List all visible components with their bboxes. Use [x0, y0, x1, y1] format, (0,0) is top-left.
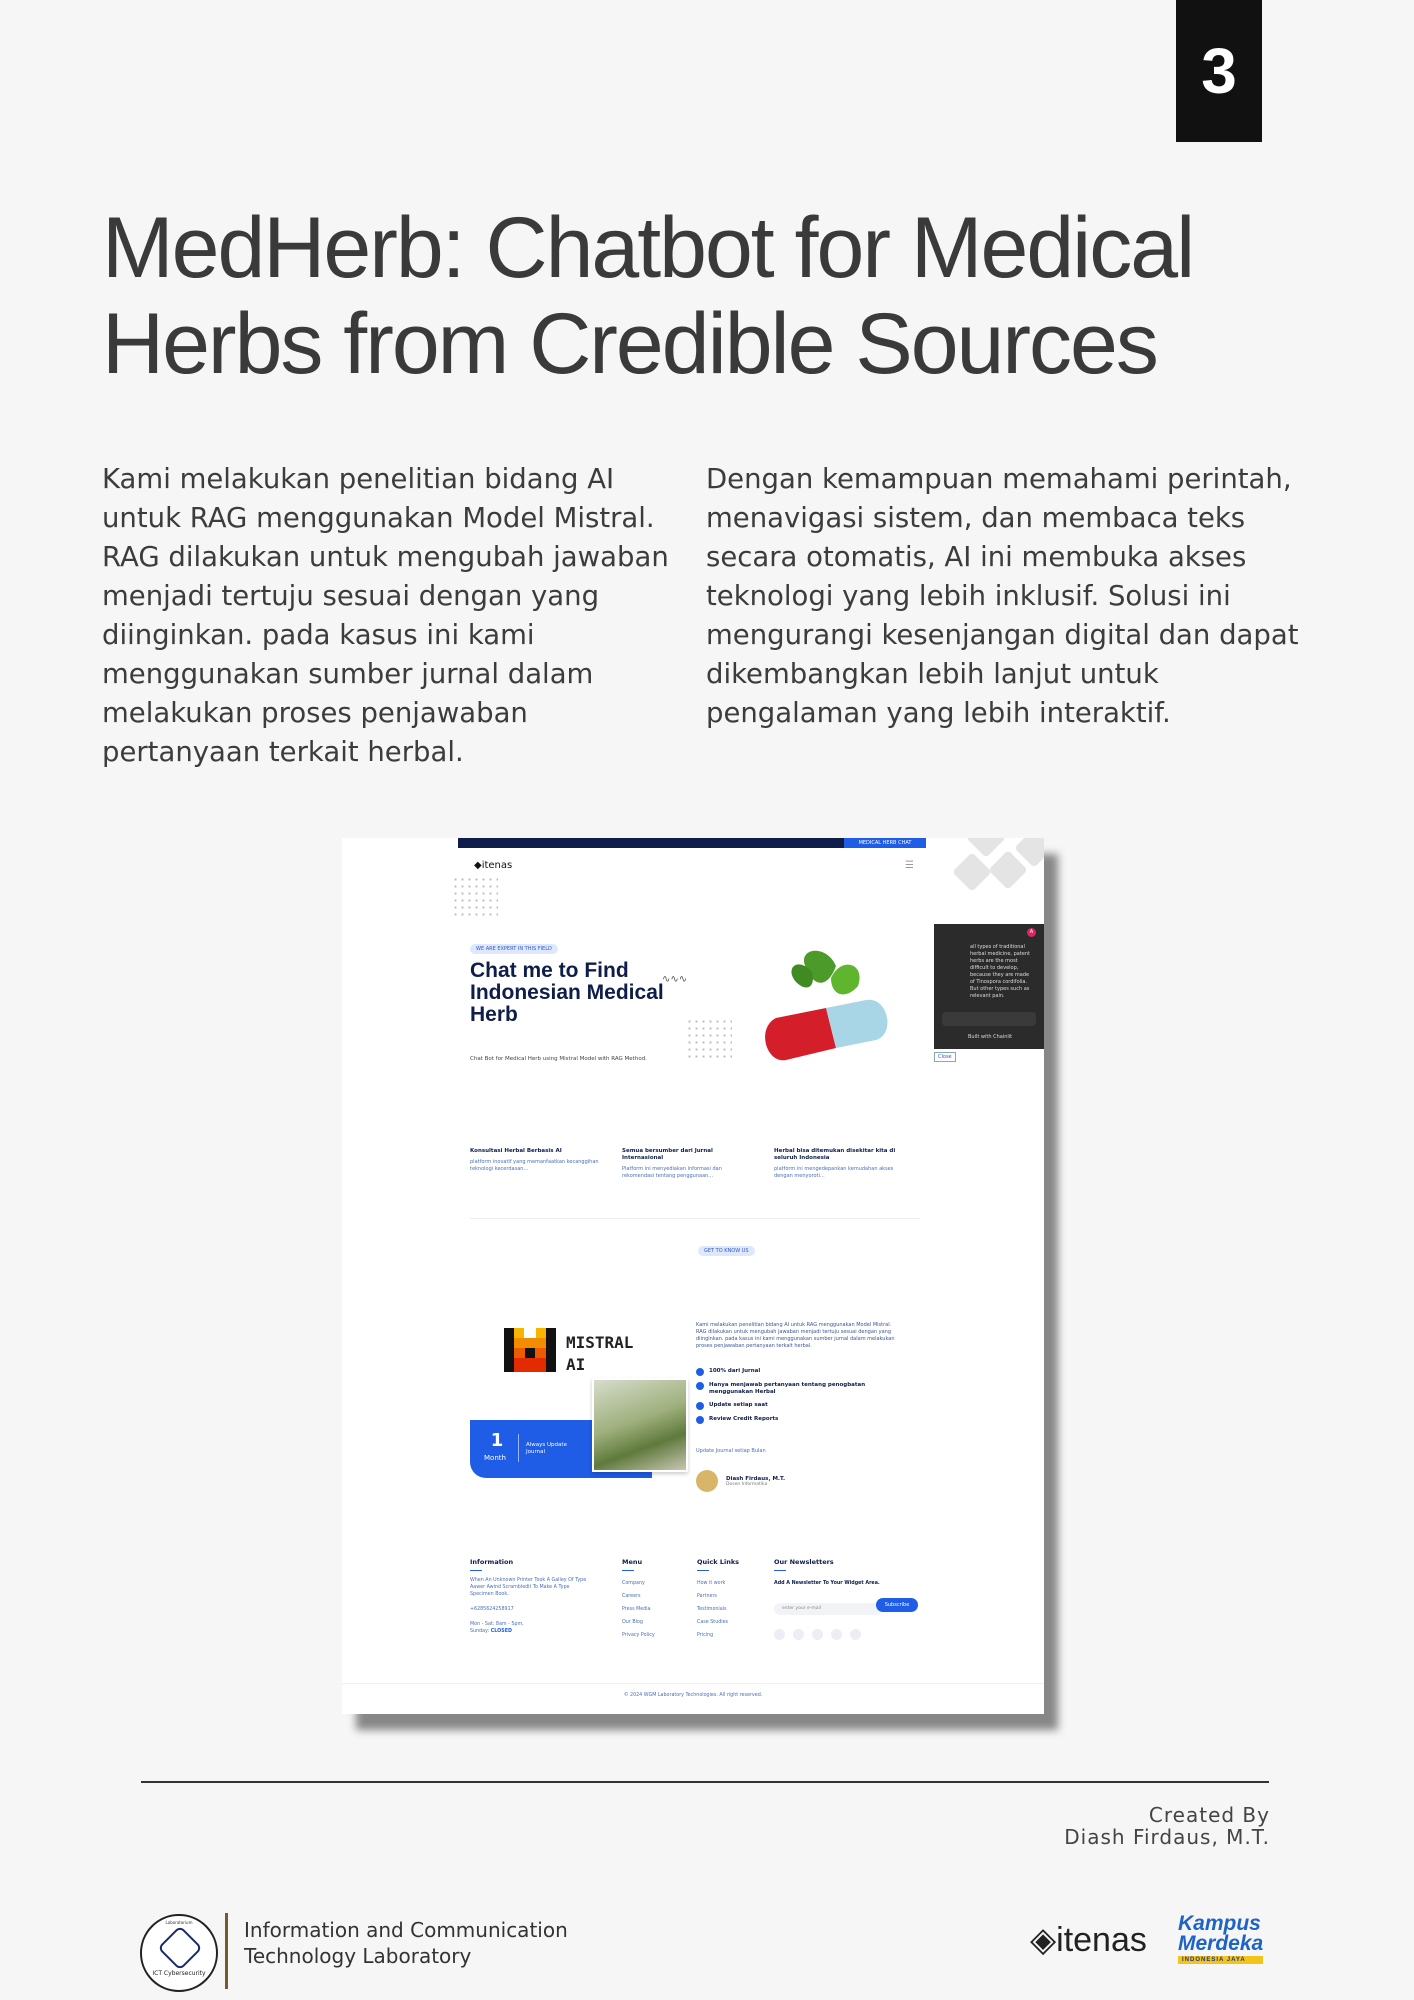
card-number: 1: [490, 1430, 504, 1451]
check-label: Update setiap saat: [709, 1402, 768, 1408]
check-item: [696, 1382, 916, 1396]
hero-subtitle: Chat Bot for Medical Herb using Mistral Model with RAG Method.: [470, 1056, 647, 1062]
decorative-shapes: [932, 838, 1044, 928]
social-icon[interactable]: [793, 1629, 804, 1640]
about-text: Kami melakukan penelitian bidang AI untuk RAG menggunakan Model Mistral. RAG dilakukan untuk mengubah jawaban menjadi tertuju sesuai dengan yang diinginkan. pada kasus ini kami menggunakan sumber jurnal dalam melakukan proses penjawaban pertanyaan terkait herbal.: [696, 1322, 895, 1349]
card-unit: Month: [484, 1454, 506, 1462]
lab-logo-top: Laboratorium: [165, 1920, 193, 1925]
footer-info-body: When An Unknown Printer Took A Galley Of Type Aawer Awind Scrambledit To Make A Type Specimen Book.: [470, 1578, 587, 1597]
author-avatar: [696, 1470, 718, 1492]
lab-logo-emblem: [157, 1925, 202, 1970]
update-note: Update Journal setiap Bulan: [696, 1448, 766, 1454]
lab-name-line2: Technology Laboratory: [244, 1944, 472, 1968]
footer-link[interactable]: Our Blog: [622, 1620, 643, 1625]
subscribe-button[interactable]: Subscribe: [876, 1598, 918, 1612]
footer-closed: CLOSED: [490, 1629, 512, 1634]
hero-title: Chat me to Find Indonesian Medical Herb: [470, 959, 664, 1026]
logo-divider: [225, 1913, 228, 1989]
kampus-merdeka-logo: [1178, 1914, 1263, 1964]
author-block: [696, 1470, 785, 1492]
close-button[interactable]: Close: [934, 1052, 956, 1062]
check-icon: [696, 1416, 704, 1424]
lab-logo-text: ICT Cybersecurity: [152, 1970, 206, 1977]
credit: [1064, 1804, 1270, 1848]
footer-heading: Quick Links: [697, 1558, 740, 1566]
newsletter-form: [774, 1594, 918, 1615]
feature-desc: platform ini mengedepankan kemudahan akses dengan menyoroti...: [774, 1166, 894, 1179]
herb-capsule-illustration: [736, 948, 896, 1068]
social-icon[interactable]: [812, 1629, 823, 1640]
user-avatar: A: [1027, 928, 1036, 937]
created-by-name: Diash Firdaus, M.T.: [1064, 1825, 1270, 1849]
footer-underline: [622, 1570, 634, 1571]
herb-plant-image: [592, 1378, 688, 1472]
feature-title: Konsultasi Herbal Berbasis AI: [470, 1148, 562, 1154]
lab-name-line1: Information and Communication: [244, 1918, 568, 1942]
feature-item: [470, 1148, 600, 1173]
author-name: Diash Firdaus, M.T.: [726, 1475, 786, 1482]
footer-newsletter: [774, 1558, 918, 1644]
website-screenshot: [342, 838, 1044, 1714]
dot-pattern: [452, 876, 498, 916]
kampus-sub: INDONESIA JAYA: [1178, 1956, 1263, 1964]
card-text: Always Update Journal: [526, 1442, 567, 1455]
check-icon: [696, 1368, 704, 1376]
copyright: © 2024 WGM Laboratory Technologies. All right reserved.: [623, 1693, 763, 1698]
footer-heading: Information: [470, 1558, 514, 1566]
check-icon: [696, 1402, 704, 1410]
divider: [470, 1218, 920, 1219]
menu-icon: ☰: [905, 860, 914, 871]
footer-heading: Menu: [622, 1558, 643, 1566]
check-item: [696, 1402, 916, 1410]
kampus-line2: Merdeka: [1178, 1932, 1264, 1955]
feature-title: Semua bersumber dari Jurnal Internasional: [622, 1148, 713, 1161]
feature-title: Herbal bisa ditemukan disekitar kita di seluruh Indonesia: [774, 1148, 896, 1161]
newsletter-email-input[interactable]: enter your e-mail: [774, 1603, 882, 1615]
social-links: [774, 1625, 918, 1644]
social-icon[interactable]: [831, 1629, 842, 1640]
footer-underline: [470, 1570, 482, 1571]
get-to-know-badge: GET TO KNOW US: [698, 1246, 755, 1256]
check-item: [696, 1368, 916, 1376]
topbar-cta-button: MEDICAL HERB CHAT: [844, 838, 926, 848]
bottom-rule: [141, 1781, 1269, 1783]
lab-name: [244, 1917, 568, 1969]
chat-input[interactable]: [942, 1012, 1036, 1026]
footer-link[interactable]: Privacy Policy: [622, 1633, 655, 1638]
wave-icon: ∿∿∿: [662, 974, 688, 985]
paragraph-right: Dengan kemampuan memahami perintah, menavigasi sistem, dan membaca teks secara otomatis, AI ini membuka akses teknologi yang lebih inklusif. Solusi ini mengurangi kesenjangan digital dan dapat dikembangkan lebih lanjut untuk pengalaman yang lebih interaktif.: [706, 463, 1299, 729]
feature-desc: Platform ini menyediakan informasi dan rekomendasi tentang penggunaan...: [622, 1166, 722, 1179]
footer-link[interactable]: Case Studies: [697, 1620, 729, 1625]
chat-footer: Built with Chainlit: [968, 1034, 1013, 1040]
itenas-logo: ◈itenas: [1030, 1921, 1147, 1959]
chat-message: all types of traditional herbal medicine, patent herbs are the most difficult to develop, because they are made of Tinospora cordifolia. But other types such as relevant pain.: [970, 944, 1030, 999]
footer-link[interactable]: Pricing: [697, 1633, 714, 1638]
feature-desc: platform inovatif yang memanfaatkan kecanggihan teknologi kecerdasan...: [470, 1159, 599, 1172]
feature-item: [622, 1148, 752, 1180]
mistral-wordmark: MISTRAL AI: [566, 1333, 634, 1374]
hero-badge: WE ARE EXPERT IN THIS FIELD: [470, 944, 558, 954]
footer-information: [470, 1558, 590, 1635]
check-label: Review Credit Reports: [709, 1416, 779, 1422]
social-icon[interactable]: [850, 1629, 861, 1640]
footer-divider: [342, 1683, 1044, 1684]
feature-item: [774, 1148, 904, 1180]
site-logo: ◆itenas: [474, 860, 513, 871]
check-label: Hanya menjawab pertanyaan tentang penogbatan menggunakan Herbal: [709, 1382, 866, 1395]
social-icon[interactable]: [774, 1629, 785, 1640]
footer-underline: [697, 1570, 709, 1571]
dot-pattern: [686, 1018, 732, 1058]
footer-hours: Mon - Sat: 8am - 5pm,: [470, 1622, 524, 1627]
footer-link[interactable]: Press Media: [622, 1607, 651, 1612]
footer-phone: +6285624258917: [470, 1607, 514, 1612]
check-item: [696, 1416, 916, 1424]
footer-menu: [622, 1558, 655, 1642]
mistral-logo-icon: [504, 1328, 556, 1372]
lab-logo: [140, 1914, 218, 1992]
footer-heading: Our Newsletters: [774, 1558, 834, 1566]
footer-link[interactable]: How it work: [697, 1581, 726, 1586]
footer-link[interactable]: Careers: [622, 1594, 641, 1599]
footer-link[interactable]: Company: [622, 1581, 645, 1586]
kampus-line1: Kampus: [1178, 1912, 1261, 1935]
footer-sunday-label: Sunday:: [470, 1629, 490, 1634]
check-icon: [696, 1382, 704, 1390]
newsletter-subtitle: Add A Newsletter To Your Widget Area.: [774, 1581, 880, 1586]
card-separator: [518, 1434, 519, 1462]
chatbot-panel[interactable]: [934, 924, 1044, 1049]
checklist: [696, 1368, 916, 1430]
created-by-label: Created By: [1148, 1803, 1270, 1827]
footer-link[interactable]: Testimonials: [697, 1607, 727, 1612]
check-label: 100% dari Jurnal: [709, 1368, 761, 1374]
footer-underline: [774, 1570, 786, 1571]
footer-link[interactable]: Partners: [697, 1594, 717, 1599]
paragraph-left: Kami melakukan penelitian bidang AI untuk RAG menggunakan Model Mistral. RAG dilakukan untuk mengubah jawaban menjadi tertuju sesuai dengan yang diinginkan. pada kasus ini kami menggunakan sumber jurnal dalam melakukan proses penjawaban pertanyaan terkait herbal.: [102, 463, 669, 768]
author-role: Dosen Informatika: [726, 1481, 768, 1487]
footer-sunday: [470, 1628, 590, 1635]
page-number: 3: [1176, 0, 1262, 142]
footer-quick-links: [697, 1558, 739, 1642]
page-title: MedHerb: Chatbot for Medical Herbs from Credible Sources: [102, 200, 1194, 392]
